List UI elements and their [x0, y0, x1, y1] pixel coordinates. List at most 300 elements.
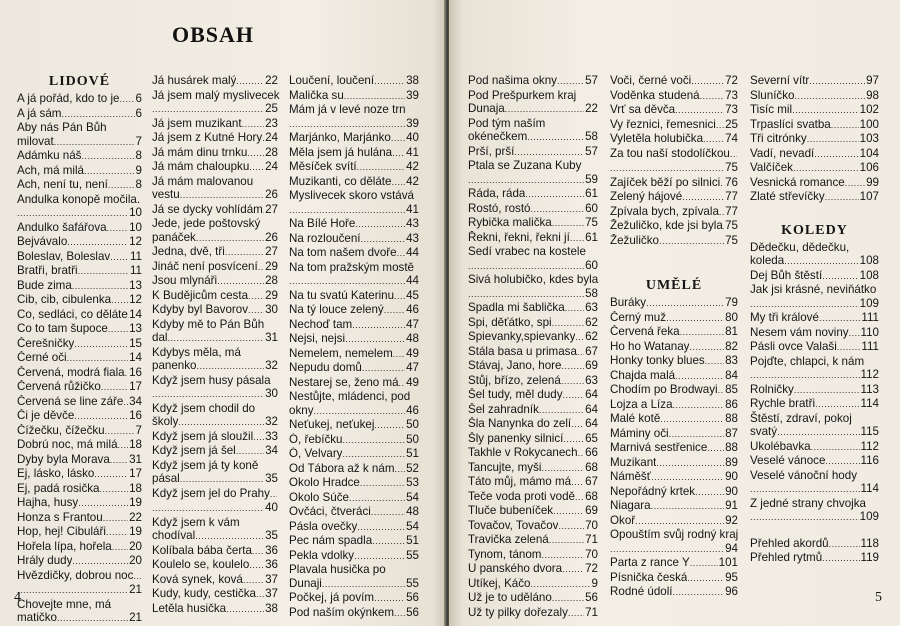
song-title: Stávaj, Jano, hore — [468, 359, 562, 372]
song-title: Veselé vánoce — [750, 454, 826, 467]
toc-entry — [610, 190, 738, 205]
toc-entry — [750, 340, 879, 355]
leader-dots — [374, 75, 405, 89]
toc-entry — [17, 540, 142, 555]
page-ref: 27 — [265, 245, 278, 258]
page-ref: 69 — [585, 504, 598, 517]
page-ref: 73 — [725, 103, 738, 116]
toc-entry — [750, 510, 879, 525]
song-title: Malé kotě — [610, 412, 661, 425]
song-title: Utíkej, Káčo — [468, 576, 531, 590]
song-title: Rostó, rostó — [468, 201, 531, 215]
song-title: Boleslav, Boleslav — [17, 249, 111, 263]
toc-entry — [289, 117, 419, 132]
page-ref: 17 — [129, 380, 142, 393]
toc-entry — [17, 264, 142, 279]
page-ref: 116 — [860, 454, 879, 467]
leader-dots — [831, 119, 859, 133]
leader-dots — [468, 288, 584, 302]
page-ref: 61 — [585, 187, 598, 200]
page-ref: 88 — [725, 412, 738, 425]
leader-dots — [103, 512, 128, 526]
leader-dots — [236, 445, 264, 459]
toc-entry-line: Andulka konopě močila. — [17, 192, 141, 206]
song-title: A já sám — [17, 106, 62, 120]
page-ref: 115 — [860, 425, 879, 438]
song-title: A já pořád, kdo to je — [17, 92, 120, 105]
page-ref: 14 — [129, 307, 142, 321]
song-title: Já jsem z Kutné Hory — [152, 131, 263, 144]
song-title: Ó, Velvary — [289, 447, 343, 460]
toc-entry — [152, 444, 278, 459]
leader-dots — [809, 75, 865, 89]
song-title: milovat — [17, 134, 54, 148]
toc-column — [610, 74, 738, 600]
page-ref: 83 — [725, 354, 738, 367]
song-title: Dyby byla Morava — [17, 452, 110, 466]
page-ref: 91 — [725, 499, 738, 512]
toc-entry — [468, 316, 598, 331]
song-title: Voči, černé voči — [610, 74, 692, 87]
song-title: pásal — [152, 472, 180, 485]
song-title: Dunaja — [468, 102, 505, 115]
song-title: panáček — [152, 230, 196, 244]
toc-entry — [17, 279, 142, 294]
toc-entry — [152, 544, 278, 559]
leader-dots — [107, 222, 129, 236]
song-title: Okolo Súče — [289, 490, 349, 504]
toc-entry — [610, 205, 738, 220]
toc-entry — [289, 146, 419, 161]
toc-entry-line: Veselé vánoční hody — [750, 468, 857, 482]
page-ref: 80 — [725, 310, 738, 324]
page-ref: 63 — [585, 301, 598, 314]
toc-entry — [17, 395, 142, 410]
song-title: Prší, prší — [468, 144, 515, 158]
leader-dots — [666, 312, 724, 326]
leader-dots — [110, 251, 129, 265]
toc-entry — [152, 359, 278, 374]
toc-entry-line: Když jsem já ty koně — [152, 458, 259, 472]
leader-dots — [61, 108, 134, 122]
song-title: Okoř — [610, 513, 636, 527]
page-ref: 34 — [265, 444, 278, 457]
toc-entry — [750, 103, 879, 118]
page-ref: 18 — [129, 481, 142, 495]
toc-entry — [152, 117, 278, 132]
toc-entry — [610, 369, 738, 384]
leader-dots — [793, 162, 859, 176]
page-ref: 23 — [265, 116, 278, 130]
toc-entry-line: Opouštím svůj rodný kraj — [610, 528, 739, 541]
toc-entry-line: Chovejte mne, má — [17, 597, 112, 611]
toc-entry-line: Kdyby mě to Pán Bůh — [152, 317, 265, 331]
page-ref: 43 — [406, 231, 419, 245]
toc-entry — [750, 89, 879, 104]
toc-entry — [289, 491, 419, 506]
song-title: koleda — [750, 254, 785, 267]
leader-dots — [152, 103, 264, 117]
song-title: Spievanky,spievanky — [468, 330, 576, 343]
toc-entry — [152, 587, 278, 602]
page-ref: 75 — [725, 233, 738, 247]
toc-entry — [610, 499, 738, 514]
leader-dots — [111, 294, 128, 308]
toc-entry-line: Sedí vrabec na kostele — [468, 245, 586, 258]
page-ref: 49 — [406, 375, 419, 389]
toc-column — [17, 74, 142, 626]
toc-entry — [610, 103, 738, 118]
toc-entry — [289, 89, 419, 104]
toc-entry — [17, 366, 142, 381]
page-ref: 112 — [860, 439, 879, 453]
song-title: Řekni, řekni, řekni jí — [468, 230, 570, 244]
leader-dots — [74, 410, 128, 424]
page-ref: 13 — [129, 322, 142, 335]
leader-dots — [354, 550, 405, 564]
toc-entry — [289, 447, 419, 462]
page-ref: 39 — [406, 116, 419, 130]
toc-entry — [289, 376, 419, 391]
toc-entry — [610, 147, 738, 162]
leader-dots — [118, 439, 129, 453]
toc-entry — [17, 453, 142, 468]
page-ref: 30 — [265, 303, 278, 316]
toc-entry-line: Plavala husička po — [289, 563, 386, 576]
song-title: Neťukej, neťukej — [289, 418, 375, 431]
toc-entry — [17, 235, 142, 250]
song-title: Nemelem, nemelem — [289, 346, 393, 360]
leader-dots — [372, 535, 405, 549]
page-ref: 20 — [129, 554, 142, 567]
toc-entry — [610, 412, 738, 427]
toc-entry-line: Já mám malovanou — [152, 174, 254, 188]
song-title: Valčíček — [750, 161, 793, 174]
song-title: Chodím po Brodwayi — [610, 383, 718, 396]
song-title: Zlaté střevíčky — [750, 190, 825, 203]
page-ref: 72 — [725, 74, 738, 87]
toc-entry — [750, 311, 879, 326]
leader-dots — [563, 433, 584, 447]
toc-entry-line: Mám já v levé noze trn — [289, 103, 406, 116]
toc-entry — [750, 190, 879, 205]
page-ref: 107 — [859, 190, 879, 203]
toc-entry — [468, 577, 598, 592]
toc-entry-line: Pod tým naším — [468, 116, 546, 130]
song-title: Okolo Hradce — [289, 476, 360, 489]
leader-dots — [794, 384, 860, 398]
song-title: Měsíček svítí — [289, 160, 357, 173]
leader-dots — [695, 486, 724, 500]
toc-entry — [468, 504, 598, 519]
page-ref: 21 — [129, 611, 142, 624]
leader-dots — [270, 488, 277, 502]
toc-entry — [289, 591, 419, 606]
leader-dots — [67, 352, 128, 366]
leader-dots — [689, 341, 724, 355]
page-ref: 20 — [129, 539, 142, 553]
toc-entry — [468, 359, 598, 374]
song-title: panenko — [152, 359, 197, 372]
song-title: Nepudu domů — [289, 361, 362, 374]
page-ref: 108 — [859, 268, 879, 282]
toc-entry — [468, 417, 598, 432]
song-title: Tisíc mil — [750, 103, 793, 116]
leader-dots — [703, 133, 724, 147]
leader-dots — [17, 207, 128, 221]
page-ref: 67 — [585, 344, 598, 358]
toc-entry — [152, 472, 278, 487]
song-title: Šel tudy, měl dudy — [468, 388, 563, 401]
leader-dots — [651, 500, 724, 514]
song-title: Šly panenky silnicí — [468, 431, 564, 445]
toc-entry — [468, 202, 598, 217]
song-title: Trpaslíci svatba — [750, 117, 831, 131]
song-title: Tancujte, myši — [468, 460, 542, 474]
toc-entry — [750, 440, 879, 455]
leader-dots — [837, 341, 861, 355]
toc-entry — [610, 311, 738, 326]
toc-entry — [750, 368, 879, 383]
leader-dots — [78, 497, 128, 511]
song-title: Na tý louce zelený — [289, 303, 384, 316]
page-ref: 46 — [406, 303, 419, 316]
toc-entry — [750, 254, 879, 269]
page-ref: 54 — [406, 490, 419, 504]
leader-dots — [152, 502, 264, 516]
leader-dots — [849, 327, 860, 341]
page-ref: 16 — [129, 409, 142, 422]
leader-dots — [167, 332, 264, 346]
song-title: Teče voda proti vodě — [468, 489, 575, 503]
song-title: Honza s Frantou — [17, 510, 103, 524]
page-ref: 37 — [265, 572, 278, 586]
leader-dots — [610, 543, 724, 557]
page-ref: 69 — [585, 359, 598, 372]
page-ref: 41 — [406, 202, 419, 216]
page-ref: 47 — [406, 317, 419, 331]
toc-entry — [17, 308, 142, 323]
leader-dots — [814, 148, 858, 162]
page-ref: 92 — [725, 513, 738, 527]
page-ref: 70 — [585, 518, 598, 532]
leader-dots — [561, 375, 584, 389]
toc-entry — [152, 430, 278, 445]
page-ref: 73 — [725, 88, 738, 102]
leader-dots — [505, 103, 584, 117]
song-title: Měla jsem já hulána — [289, 145, 393, 159]
page-ref: 51 — [406, 447, 419, 460]
song-title: Červená řeka — [610, 325, 680, 338]
leader-dots — [247, 147, 264, 161]
leader-dots — [815, 398, 859, 412]
leader-dots — [646, 297, 724, 311]
leader-dots — [656, 457, 724, 471]
page-ref: 22 — [129, 510, 142, 524]
song-title: U panského dvora — [468, 562, 563, 575]
page-ref: 15 — [129, 336, 142, 350]
song-title: Dobrú noc, má milá — [17, 438, 118, 451]
page-ref: 25 — [725, 117, 738, 131]
song-title: Už je to uděláno — [468, 591, 552, 604]
page-ref: 38 — [406, 74, 419, 87]
toc-entry-line: Kdybys měla, má — [152, 345, 241, 359]
toc-entry — [468, 130, 598, 145]
song-title: Jedna, dvě, tři — [152, 245, 225, 258]
page-ref: 89 — [725, 455, 738, 469]
page-ref: 65 — [585, 431, 598, 445]
song-title: Čížečku, čížečku — [17, 423, 105, 437]
leader-dots — [391, 132, 405, 146]
toc-entry — [152, 203, 278, 218]
page-ref: 77 — [725, 190, 738, 203]
page-ref: 104 — [859, 146, 879, 160]
leader-dots — [577, 346, 584, 360]
song-title: Stůj, břízo, zelená — [468, 373, 561, 387]
toc-entry — [289, 549, 419, 564]
song-title: Kolíbala bába čerta — [152, 543, 252, 557]
page-ref: 9 — [591, 576, 598, 590]
song-title: Ach, má milá — [17, 163, 85, 177]
page-ref: 40 — [265, 501, 278, 514]
toc-entry — [610, 470, 738, 485]
toc-entry — [610, 161, 738, 176]
toc-entry — [750, 176, 879, 191]
leader-dots — [700, 90, 724, 104]
page-ref: 31 — [265, 331, 278, 344]
page-ref: 17 — [129, 467, 142, 480]
leader-dots — [352, 319, 405, 333]
leader-dots — [691, 75, 724, 89]
page-ref: 108 — [859, 254, 879, 267]
toc-entry — [468, 330, 598, 345]
leader-dots — [249, 161, 264, 175]
leader-dots — [659, 235, 724, 249]
song-title: Koulelo se, koulelo — [152, 558, 250, 571]
toc-entry — [17, 611, 142, 626]
toc-entry — [610, 340, 738, 355]
page-ref: 60 — [585, 258, 598, 272]
leader-dots — [362, 362, 405, 376]
leader-dots — [360, 477, 405, 491]
page-ref: 88 — [725, 441, 738, 454]
toc-entry — [289, 606, 419, 621]
toc-entry — [17, 149, 142, 164]
page-ref: 95 — [725, 570, 738, 584]
toc-entry-line: Aby nás Pán Bůh — [17, 121, 107, 134]
toc-entry — [289, 332, 419, 347]
song-title: Sluníčko — [750, 88, 795, 102]
leader-dots — [236, 75, 264, 89]
page-ref: 62 — [585, 315, 598, 329]
toc-entry — [152, 573, 278, 588]
leader-dots — [248, 304, 264, 318]
leader-dots — [687, 572, 724, 586]
page-ref: 44 — [406, 274, 419, 287]
page-ref: 56 — [406, 605, 419, 619]
page-ref: 42 — [406, 174, 419, 188]
page-ref: 102 — [859, 103, 879, 116]
page-ref: 75 — [585, 216, 598, 229]
page-ref: 12 — [129, 235, 142, 248]
song-title: Já husárek malý — [152, 74, 237, 87]
page-ref: 99 — [866, 175, 879, 189]
toc-entry — [610, 234, 738, 249]
toc-entry-line: Když jsem husy pásala — [152, 373, 271, 387]
toc-entry — [17, 511, 142, 526]
page-ref: 86 — [725, 397, 738, 411]
leader-dots — [94, 468, 128, 482]
toc-entry — [289, 476, 419, 491]
leader-dots — [541, 549, 584, 563]
toc-entry — [289, 318, 419, 333]
leader-dots — [514, 146, 584, 160]
song-title: Niagara — [610, 499, 651, 512]
page-ref: 13 — [129, 278, 142, 292]
page-ref: 28 — [265, 274, 278, 287]
leader-dots — [249, 559, 264, 573]
leader-dots — [811, 441, 860, 455]
leader-dots — [345, 333, 405, 347]
toc-entry — [289, 462, 419, 477]
leader-dots — [371, 506, 405, 520]
song-title: Bude zima — [17, 278, 72, 292]
leader-dots — [322, 578, 405, 592]
leader-dots — [792, 104, 859, 118]
toc-entry — [468, 490, 598, 505]
toc-entry — [17, 380, 142, 395]
page-ref: 109 — [859, 296, 879, 310]
toc-column — [152, 74, 278, 616]
page-ref: 19 — [129, 496, 142, 509]
toc-entry — [289, 289, 419, 304]
song-title: Šel zahradník — [468, 402, 539, 416]
page-ref: 67 — [585, 475, 598, 488]
page-ref: 55 — [406, 548, 419, 562]
song-title: Co, sedláci, co děláte — [17, 307, 128, 321]
toc-entry — [152, 558, 278, 573]
toc-entry — [610, 296, 738, 311]
leader-dots — [355, 218, 405, 232]
leader-dots — [384, 304, 405, 318]
toc-entry — [468, 102, 598, 117]
song-title: My tři králové — [750, 311, 819, 324]
toc-entry — [610, 556, 738, 571]
page-ref: 64 — [585, 417, 598, 430]
page-ref: 112 — [860, 368, 879, 381]
leader-dots — [829, 538, 860, 552]
toc-entry — [468, 519, 598, 534]
page-ref: 52 — [406, 461, 419, 475]
leader-dots — [196, 360, 264, 374]
toc-column — [750, 74, 879, 566]
page-ref: 64 — [585, 388, 598, 401]
song-title: Hajha, husy — [17, 496, 79, 509]
song-title: Tluče bubeníček — [468, 504, 554, 517]
song-title: Nepořádný krtek — [610, 484, 696, 498]
page-ref: 8 — [135, 149, 142, 162]
page-ref: 34 — [129, 394, 142, 408]
page-ref: 103 — [859, 132, 879, 145]
page-ref: 98 — [866, 88, 879, 102]
leader-dots — [225, 246, 264, 260]
leader-dots — [81, 150, 134, 164]
toc-entry — [750, 147, 879, 162]
song-title: Rolničky — [750, 382, 794, 396]
leader-dots — [777, 426, 859, 440]
page-ref: 64 — [585, 402, 598, 416]
page-ref: 22 — [265, 74, 278, 87]
